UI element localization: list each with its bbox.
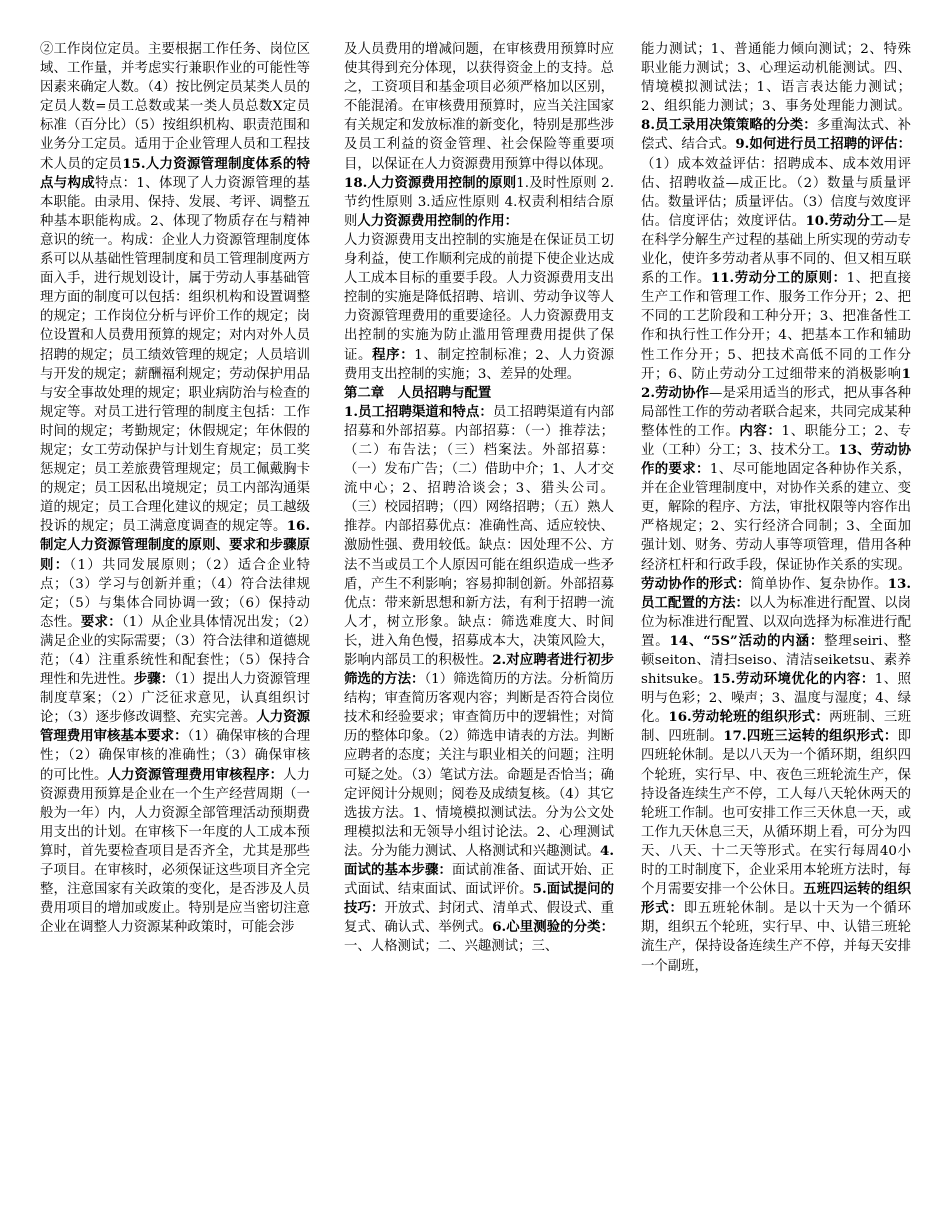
paragraph: 整理seiri、整顿seiton、清扫seiso、清洁seiketsu、素养shitsuke。 bbox=[641, 633, 911, 688]
paragraph: 即五班轮休制。是以十天为一个循环期，组织五个轮班，实行早、中、认错三班轮流生产，保持设备连续生产不停，并每天安排一个副班， bbox=[641, 901, 911, 974]
text-column-middle bbox=[344, 40, 614, 1220]
paragraph: （1）成本效益评估：招聘成本、成本效用评估、招聘收益—成正比。（2）数量与质量评估。数量评估；质量评估。（3）信度与效度评估。信度评估；效度评估。 bbox=[641, 156, 911, 229]
paragraph: 1、把直接生产工作和管理工作、服务工作分开；2、把不同的工艺阶段和工种分开；3、把准备性工作和执行性工作分开；4、把基本工作和辅助性工作分开；5、把技术高低不同的工作分开；6、防止劳动分工过细带来的消极影响 bbox=[641, 271, 911, 382]
paragraph: 面试前准备、面试开始、正式面试、结束面试、面试评价。 bbox=[344, 863, 614, 898]
paragraph: （1）从企业具体情况出发；（2）满足企业的实际需要；（3）符合法律和道德规范；（4）注重系统性和配套性；（5）保持合理性和先进性。 bbox=[40, 614, 310, 688]
text-column-right bbox=[641, 40, 911, 1220]
section-heading: 2.对应聘者进行初步筛选的方法： bbox=[344, 652, 614, 688]
paragraph: ②工作岗位定员。主要根据工作任务、岗位区域、工作量，并考虑实行兼职作业的可能性等因素来确定人数。（4）按比例定员某类人员的定员人数=员工总数或某一类人员总数X定员标准（百分比）（5）按组织机构、职责范围和业务分工定员。适用于企业管理人员和工程技术人员的定员 bbox=[40, 42, 310, 172]
paragraph: 简单协作、复杂协作。 bbox=[750, 576, 888, 592]
paragraph: 开放式、封闭式、清单式、假设式、重复式、确认式、举例式。 bbox=[344, 901, 614, 936]
paragraph: 1、尽可能地固定各种协作关系，并在企业管理制度中，对协作关系的建立、变更，解除的程序、方法，审批权限等内容作出严格规定；2、实行经济合同制；3、全面加强计划、财务、劳动人事等项管理，借用各种经济杠杆和行政手段，保证协作关系的实现。 bbox=[641, 462, 911, 573]
paragraph: 两班制、三班制、四班制。 bbox=[641, 710, 911, 745]
paragraph: —是采用适当的形式，把从事各种局部性工作的劳动者联合起来，共同完成某种整体性的工作。 bbox=[641, 385, 911, 439]
section-heading: 14、“5S”活动的内涵： bbox=[669, 632, 825, 649]
section-heading: 人力资源管理费用审核程序： bbox=[107, 766, 284, 783]
paragraph: 多重淘汰式、补偿式、结合式。 bbox=[641, 118, 911, 153]
section-heading: 16.劳动轮班的组织形式： bbox=[668, 709, 830, 726]
paragraph: —是在科学分解生产过程的基础上所实现的劳动专业化，使许多劳动者从事不同的、但又相互联系的工作。 bbox=[641, 213, 911, 287]
paragraph: 以人为标准进行配置、以岗位为标准进行配置、以双向选择为标准进行配置。 bbox=[641, 595, 911, 649]
paragraph: 能力测试；1、普通能力倾向测试；2、特殊职业能力测试；3、心理运动机能测试。四、情境模拟测试法；1、语言表达能力测试；2、组织能力测试；3、事务处理能力测试。 bbox=[641, 42, 911, 115]
paragraph: （1）确保审核的合理性；（2）确保审核的准确性；（3）确保审核的可比性。 bbox=[40, 729, 310, 783]
section-heading: 1.员工招聘渠道和特点： bbox=[344, 403, 493, 420]
section-heading: 16.制定人力资源管理制度的原则、要求和步骤原则： bbox=[40, 518, 310, 573]
paragraph: 1、照明与色彩；2、噪声；3、温度与湿度；4、绿化。 bbox=[641, 672, 911, 726]
paragraph: 员工招聘渠道有内部招募和外部招募。内部招募：（一）推荐法；（二）布告法；（三）档案法。外部招募：（一）发布广告；（二）借助中介；1、人才交流中心；2、招聘洽谈会；3、猎头公司。（三）校园招聘；（四）网络招聘；（五）熟人推荐。内部招募优点：准确性高、适应较快、激励性强、费用较低。缺点：因处理不公、方法不当或员工个人原因可能在组织造成一些矛盾，产生不利影响；容易抑制创新。外部招募优点：带来新思想和新方法，有利于招聘一流人才，树立形象。缺点：筛选难度大、时间长，进入角色慢，招募成本大，决策风险大，影响内部员工的积极性。 bbox=[344, 404, 614, 668]
paragraph: 特点：1、体现了人力资源管理的基本职能。由录用、保持、发展、考评、调整五种基本职能构成。2、体现了物质存在与精神意识的统一。构成：企业人力资源管理制度体系可以从基础性管理制度和员工管理制度两方面入手，进行规划设计，属于劳动人事基础管理方面的制度可以包括：组织机构和设置调整的规定；工作岗位分析与评价工作的规定；岗位设置和人员费用预算的规定；对内对外人员招聘的规定；员工绩效管理的规定；人员培训与开发的规定；薪酬福利规定；劳动保护用品与安全事故处理的规定；职业病防治与检查的规定等。对员工进行管理的制度主包括：工作时间的规定；考勤规定；休假规定；年休假的规定；女工劳动保护与计划生育规定；员工奖惩规定；员工差旅费管理规定；员工佩戴胸卡的规定；员工因私出境规定；员工内部沟通渠道的规定；员工合理化建议的规定；员工越级投诉的规定；员工满意度调查的规定等。 bbox=[40, 175, 310, 535]
paragraph: （1）共同发展原则；（2）适合企业特点；（3）学习与创新并重；（4）符合法律规定；（5）与集体合同协调一致；（6）保持动态性。 bbox=[40, 557, 310, 630]
section-heading: 人力资源管理费用审核基本要求： bbox=[40, 709, 310, 745]
section-heading: 13、劳动协作的要求： bbox=[641, 441, 911, 478]
section-heading: 4.面试的基本步骤： bbox=[344, 842, 614, 879]
paragraph: 1.及时性原则 2.节约性原则 3.适应性原则 4.权责利相结合原则 bbox=[344, 175, 614, 229]
section-heading: 18.人力资源费用控制的原则 bbox=[344, 174, 517, 191]
paragraph: 即四班轮休制。是以八天为一个循环期，组织四个轮班，实行早、中、夜色三班轮流生产，保持设备连续生产不停，工人每八天轮休两天的轮班工作制。也可安排工作三天休息一天，或工作九天休息三天，从循环期上看，可分为四天、八天、十二天等形式。在实行每周40小时的工时制度下，企业采用本轮班方法时，每个月需要安排一个公休日。 bbox=[641, 729, 911, 898]
section-heading: 15.人力资源管理制度体系的特点与构成 bbox=[40, 155, 310, 191]
subheading: 劳动协作的形式： bbox=[641, 575, 751, 592]
subheading: 步骤： bbox=[133, 671, 175, 688]
section-heading: 15.劳动环境优化的内容： bbox=[712, 671, 875, 688]
section-heading: 11.劳动分工的原则： bbox=[710, 270, 847, 287]
paragraph: （1）提出人力资源管理制度草案；（2）广泛征求意见，认真组织讨论；（3）逐步修改调整、充实完善。 bbox=[40, 672, 310, 726]
subheading: 要求： bbox=[80, 613, 122, 630]
section-heading: 6.心里测验的分类： bbox=[492, 919, 614, 936]
section-heading: 5.面试提问的技巧： bbox=[344, 881, 614, 917]
section-heading: 9.如何进行员工招聘的评估： bbox=[735, 136, 911, 153]
paragraph: 一、人格测试；二、兴趣测试；三、 bbox=[344, 939, 559, 955]
document-page bbox=[40, 40, 920, 1220]
paragraph: 人力资源费用预算是企业在一个生产经营周期（一般为一年）内，人力资源全部管理活动预期费用支出的计划。在审核下一年度的人工成本预算时，首先要检查项目是否齐全，尤其是那些子项目。在审核时，必须保证这些项目齐全完整，注意国家有关政策的变化，是否涉及人员费用项目的增加或废止。特别是应当密切注意企业在调整人力资源某种政策时，可能会涉 bbox=[40, 767, 310, 936]
paragraph: 1、职能分工；2、专业（工种）分工；3、技术分工。 bbox=[641, 423, 911, 458]
chapter-title: 第二章 人员招聘与配置 bbox=[344, 384, 492, 401]
paragraph: 人力资源费用支出控制的实施是在保证员工切身利益，使工作顺利完成的前提下使企业达成人工成本目标的重要手段。人力资源费用支出控制的实施是降低招聘、培训、劳动争议等人力资源管理费用的重要途径。人力资源费用支出控制的实施为防止滥用管理费用提供了保证。 bbox=[344, 232, 614, 363]
section-heading: 五班四运转的组织形式： bbox=[641, 881, 911, 917]
section-heading: 12.劳动协作 bbox=[641, 365, 911, 401]
subheading: 人力资源费用控制的作用： bbox=[357, 212, 519, 229]
section-heading: 13.员工配置的方法： bbox=[641, 575, 911, 611]
paragraph: 及人员费用的增减问题，在审核费用预算时应使其得到充分体现，以获得资金上的支持。总之，工资项目和基金项目必须严格加以区别，不能混淆。在审核费用预算时，应当关注国家有关规定和发放标准的新变化，特别是那些涉及员工利益的资金管理、社会保险等重要项目，以保证在人力资源费用预算中得以体现。 bbox=[344, 42, 614, 172]
section-heading: 17.四班三运转的组织形式： bbox=[723, 728, 898, 745]
paragraph: （1）筛选简历的方法。分析简历结构；审查简历客观内容；判断是否符合岗位技术和经验要求；审查简历中的逻辑性；对简历的整体印象。（2）筛选申请表的方法。判断应聘者的态度；关注与职业相关的问题；注明可疑之处。（3）笔试方法。命题是否恰当；确定评阅计分规则；阅卷及成绩复核。（4）其它选拔方法。1、情境模拟测试法。分为公文处理模拟法和无领导小组讨论法。2、心理测试法。分为能力测试、人格测试和兴趣测试。 bbox=[344, 672, 614, 859]
section-heading: 10.劳动分工 bbox=[805, 212, 884, 229]
paragraph: 1、制定控制标准；2、人力资源费用支出控制的实施；3、差异的处理。 bbox=[344, 347, 614, 382]
subheading: 程序： bbox=[372, 346, 415, 363]
text-column-left bbox=[40, 40, 310, 1220]
section-heading: 8.员工录用决策策略的分类： bbox=[641, 117, 817, 134]
subheading: 内容： bbox=[739, 422, 782, 439]
